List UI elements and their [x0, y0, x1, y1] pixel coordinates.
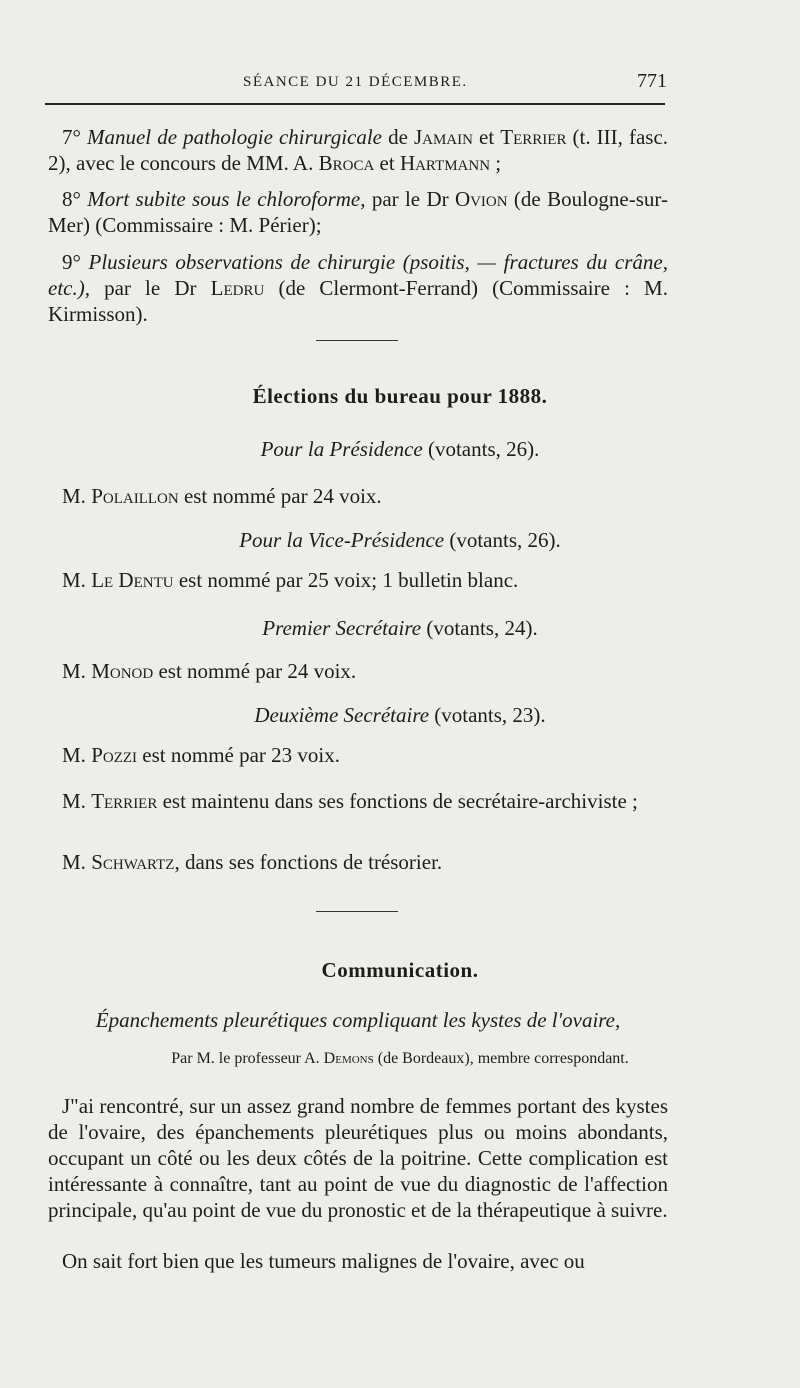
person-name: Demons [323, 1050, 374, 1067]
item-9 [48, 249, 668, 327]
item-7 [48, 124, 668, 176]
text-fragment: (t. III, fasc. 2), avec le concours de MM. A. [48, 125, 669, 175]
text-fragment: M. [62, 743, 92, 767]
person-name: Polaillon [91, 484, 179, 508]
item-number: 8° [62, 187, 81, 211]
author-name: Hartmann [399, 151, 491, 175]
text-fragment: M. [62, 659, 92, 683]
sec2-result [62, 743, 340, 768]
text-fragment: M. [62, 484, 92, 508]
article-title: Épanchements pleurétiques compliquant les kystes de l'ovaire, [95, 1008, 621, 1032]
item-title: Manuel de pathologie chirurgicale [86, 125, 383, 149]
text-fragment: est nommé par 25 voix; 1 bulletin blanc. [173, 568, 519, 592]
sec1-result [62, 659, 356, 684]
text-fragment: par le Dr [365, 187, 455, 211]
tresorier-line [62, 850, 442, 875]
elections-heading: Élections du bureau pour 1888. [252, 384, 548, 408]
text-fragment: est maintenu dans ses fonctions de secrétaire-archiviste ; [157, 789, 638, 813]
communication-heading: Communication. [321, 958, 479, 982]
item-title: Mort subite sous le chloroforme, [87, 187, 366, 211]
vice-label-line [0, 528, 800, 553]
person-name: Schwartz, [91, 850, 180, 874]
sec1-label-line [0, 616, 800, 641]
sec2-label-line [0, 703, 800, 728]
election-label: Premier Secrétaire [262, 616, 422, 640]
running-head-title: SÉANCE DU 21 DÉCEMBRE. [243, 74, 468, 90]
vote-count: (votants, 26). [444, 528, 561, 552]
text-fragment: (de Boulogne-sur-Mer) (Commissaire : M. Périer); [48, 187, 668, 237]
paragraph-2: On sait fort bien que les tumeurs malignes de l'ovaire, avec ou [62, 1249, 585, 1273]
text-fragment: et [472, 125, 501, 149]
text-fragment: par le Dr [89, 276, 211, 300]
text-fragment: (de Bordeaux), membre correspondant. [373, 1050, 629, 1067]
header-rule [45, 103, 665, 105]
item-8 [48, 186, 668, 238]
election-label: Pour la Présidence [260, 437, 423, 461]
author-name: Ledru [210, 276, 265, 300]
person-name: Le Dentu [91, 568, 174, 592]
author-name: Ovion [454, 187, 508, 211]
author-name: Broca [318, 151, 375, 175]
text-fragment: dans ses fonctions de trésorier. [179, 850, 443, 874]
author-name: Terrier [500, 125, 567, 149]
byline [0, 1050, 800, 1068]
paragraph-1: J"ai rencontré, sur un assez grand nombre de femmes portant des kystes de l'ovaire, des épanchements pleurétiques plus ou moins abondants, occupant un côté ou les deux côtés de la poitrine. Cette complication est intéressante à connaître, tant au point de vue du diagnostic de l'affection principale, qu'au point de vue du pronostic et de la thérapeutique à suivre. [48, 1094, 668, 1222]
president-label-line [0, 437, 800, 462]
text-fragment: Par M. le professeur A. [171, 1050, 324, 1067]
person-name: Monod [91, 659, 154, 683]
text-fragment: (de Clermont-Ferrand) (Commissaire : M. Kirmisson). [48, 276, 668, 326]
text-fragment: et [374, 151, 400, 175]
running-head [0, 70, 800, 98]
author-name: Jamain [413, 125, 473, 149]
vote-count: (votants, 26). [422, 437, 540, 461]
vote-count: (votants, 23). [429, 703, 546, 727]
vice-result [62, 568, 518, 593]
text-fragment: est nommé par 23 voix. [137, 743, 340, 767]
item-number: 7° [62, 125, 81, 149]
person-name: Terrier [91, 789, 158, 813]
election-label: Pour la Vice-Présidence [239, 528, 445, 552]
item-title: Plusieurs observations de chirurgie (psoitis, — fractures du crâne, etc.), [48, 250, 668, 300]
item-number: 9° [62, 250, 81, 274]
vote-count: (votants, 24). [421, 616, 538, 640]
text-fragment: M. [62, 789, 92, 813]
text-fragment: M. [62, 850, 92, 874]
president-result [62, 484, 382, 509]
archiviste-line [48, 788, 668, 814]
text-fragment: est nommé par 24 voix. [178, 484, 382, 508]
section-rule [316, 340, 398, 341]
page-number: 771 [637, 70, 667, 92]
election-label: Deuxième Secrétaire [254, 703, 430, 727]
text-fragment: est nommé par 24 voix. [153, 659, 357, 683]
person-name: Pozzi [91, 743, 138, 767]
text-fragment: M. [62, 568, 92, 592]
text-fragment: ; [490, 151, 502, 175]
section-rule [316, 911, 398, 912]
text-fragment: de [382, 125, 414, 149]
